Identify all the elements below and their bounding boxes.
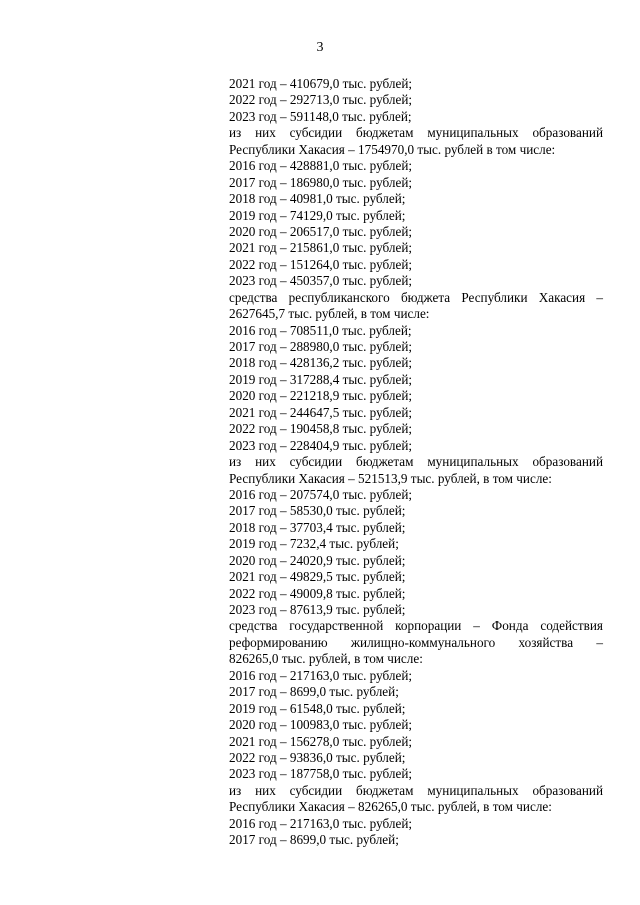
text-line: 2023 год – 187758,0 тыс. рублей; (229, 766, 413, 782)
paragraph-line-justified: из них субсидии бюджетам муниципальных образований (229, 782, 603, 798)
paragraph-line-justified: средства государственной корпорации – Фонда содействия (229, 618, 603, 634)
text-line: Республики Хакасия – 1754970,0 тыс. рублей в том числе: (229, 141, 556, 157)
text-line: 2018 год – 428136,2 тыс. рублей; (229, 355, 413, 371)
text-line: 2022 год – 49009,8 тыс. рублей; (229, 585, 406, 601)
text-line: Республики Хакасия – 521513,9 тыс. рублей, в том числе: (229, 470, 552, 486)
text-line: 2022 год – 190458,8 тыс. рублей; (229, 421, 413, 437)
text-line: 2022 год – 93836,0 тыс. рублей; (229, 749, 406, 765)
text-line: 2021 год – 49829,5 тыс. рублей; (229, 569, 406, 585)
text-line: 2627645,7 тыс. рублей, в том числе: (229, 306, 430, 322)
text-line: 826265,0 тыс. рублей, в том числе: (229, 651, 423, 667)
text-line: 2016 год – 207574,0 тыс. рублей; (229, 486, 413, 502)
text-line: 2017 год – 186980,0 тыс. рублей; (229, 174, 413, 190)
text-line: 2016 год – 217163,0 тыс. рублей; (229, 667, 413, 683)
text-line: 2018 год – 40981,0 тыс. рублей; (229, 191, 406, 207)
text-line: 2019 год – 74129,0 тыс. рублей; (229, 207, 406, 223)
text-line: 2023 год – 450357,0 тыс. рублей; (229, 273, 413, 289)
text-line: 2022 год – 292713,0 тыс. рублей; (229, 92, 413, 108)
paragraph-line-justified: из них субсидии бюджетам муниципальных образований (229, 125, 603, 141)
text-line: 2019 год – 7232,4 тыс. рублей; (229, 536, 399, 552)
text-line: 2017 год – 8699,0 тыс. рублей; (229, 832, 399, 848)
text-line: 2019 год – 317288,4 тыс. рублей; (229, 371, 413, 387)
text-line: 2017 год – 58530,0 тыс. рублей; (229, 503, 406, 519)
text-line: 2020 год – 100983,0 тыс. рублей; (229, 717, 413, 733)
page-number: 3 (316, 40, 324, 55)
paragraph-line-justified: из них субсидии бюджетам муниципальных образований (229, 454, 603, 470)
text-line: 2023 год – 591148,0 тыс. рублей; (229, 108, 412, 124)
document-body (229, 76, 603, 849)
text-line: 2021 год – 244647,5 тыс. рублей; (229, 404, 413, 420)
text-line: 2017 год – 8699,0 тыс. рублей; (229, 684, 399, 700)
text-line: 2018 год – 37703,4 тыс. рублей; (229, 519, 406, 535)
paragraph-line-justified: реформированию жилищно-коммунального хозяйства – (229, 634, 603, 650)
text-line: 2016 год – 708511,0 тыс. рублей; (229, 322, 412, 338)
paragraph-line-justified: средства республиканского бюджета Республики Хакасия – (229, 289, 603, 305)
text-line: 2020 год – 221218,9 тыс. рублей; (229, 388, 413, 404)
text-line: 2019 год – 61548,0 тыс. рублей; (229, 700, 406, 716)
text-line: Республики Хакасия – 826265,0 тыс. рублей, в том числе: (229, 799, 552, 815)
text-line: 2022 год – 151264,0 тыс. рублей; (229, 256, 413, 272)
text-line: 2023 год – 228404,9 тыс. рублей; (229, 437, 413, 453)
text-line: 2017 год – 288980,0 тыс. рублей; (229, 339, 413, 354)
text-line: 2020 год – 24020,9 тыс. рублей; (229, 552, 406, 568)
text-line: 2020 год – 206517,0 тыс. рублей; (229, 223, 413, 239)
text-line: 2021 год – 410679,0 тыс. рублей; (229, 76, 413, 91)
text-line: 2016 год – 217163,0 тыс. рублей; (229, 815, 413, 831)
text-line: 2016 год – 428881,0 тыс. рублей; (229, 158, 413, 174)
text-line: 2021 год – 215861,0 тыс. рублей; (229, 240, 413, 256)
text-line: 2021 год – 156278,0 тыс. рублей; (229, 733, 413, 749)
text-line: 2023 год – 87613,9 тыс. рублей; (229, 602, 406, 617)
